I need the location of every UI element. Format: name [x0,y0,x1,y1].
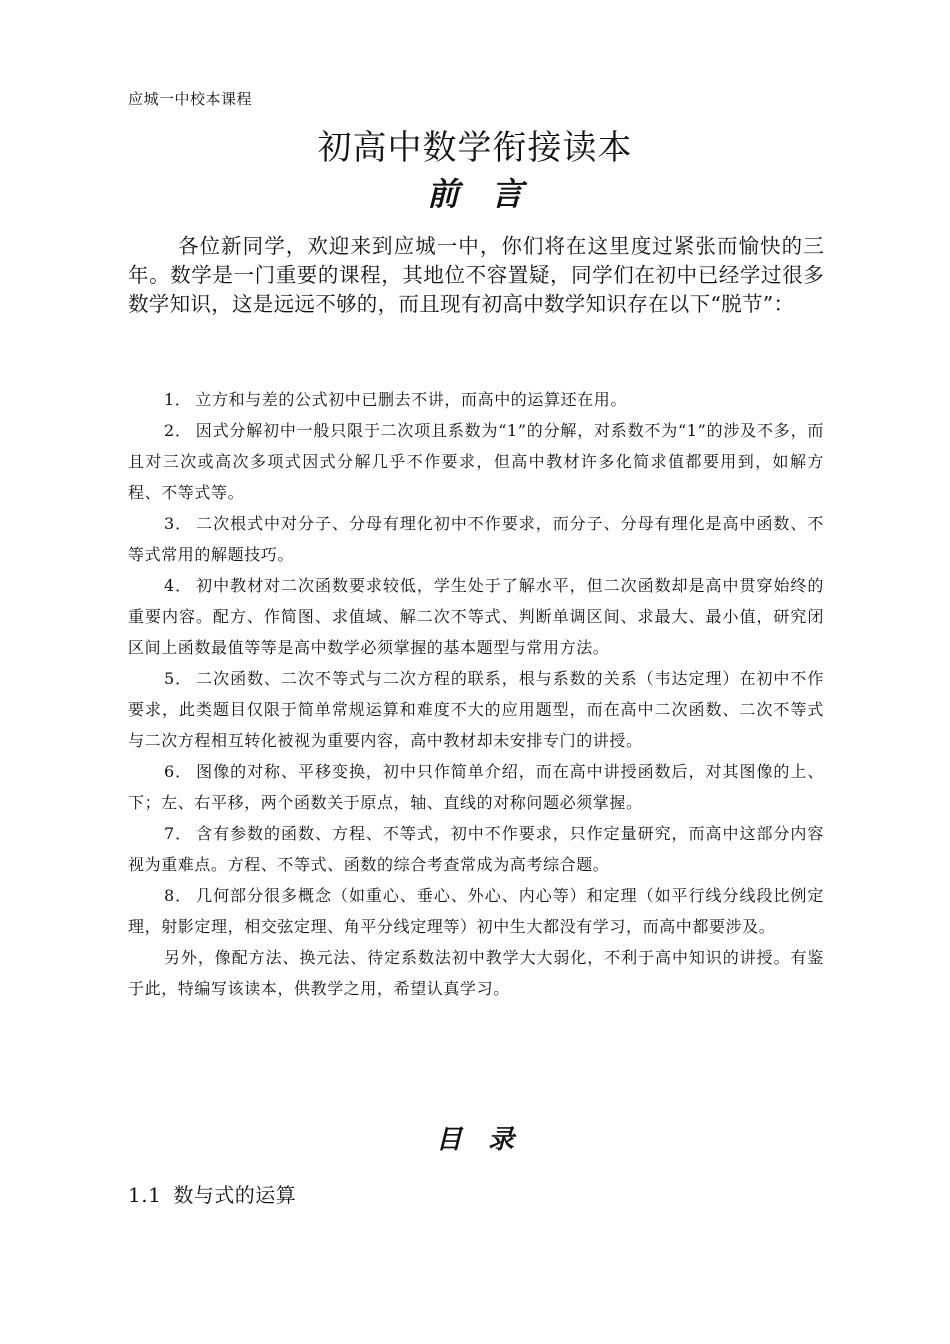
list-item-text: 几何部分很多概念（如重心、垂心、外心、内心等）和定理（如平行线分线段比例定理，射影定理，相交弦定理、角平分线定理等）初中生大都没有学习，而高中都要涉及。 [128,886,824,936]
closing-paragraph [128,942,824,1004]
gap-list [128,384,824,1004]
list-item-number: 1． [164,390,192,409]
list-item-text: 因式分解初中一般只限于二次项且系数为“1”的分解，对系数不为“1”的涉及不多，而且对三次或高次多项式因式分解几乎不作要求，但高中教材许多化简求值都要用到，如解方程、不等式等。 [128,421,824,502]
list-item-text: 二次根式中对分子、分母有理化初中不作要求，而分子、分母有理化是高中函数、不等式常用的解题技巧。 [128,514,824,564]
preface-heading: 前 言 [426,175,523,213]
list-item [128,880,824,942]
list-item-text: 初中教材对二次函数要求较低，学生处于了解水平，但二次函数却是高中贯穿始终的重要内容。配方、作简图、求值域、解二次不等式、判断单调区间、求最大、最小值，研究闭区间上函数最值等等是高中数学必须掌握的基本题型与常用方法。 [128,576,824,657]
list-item-text: 二次函数、二次不等式与二次方程的联系，根与系数的关系（韦达定理）在初中不作要求，此类题目仅限于简单常规运算和难度不大的应用题型，而在高中二次函数、二次不等式与二次方程相互转化被视为重要内容，高中教材却未安排专门的讲授。 [128,669,824,750]
document-title: 初高中数学衔接读本 [317,128,633,168]
intro-paragraph: 各位新同学，欢迎来到应城一中，你们将在这里度过紧张而愉快的三年。数学是一门重要的课程，其地位不容置疑，同学们在初中已经学过很多数学知识，这是远远不够的，而且现有初高中数学知识存在以下“脱节”： [128,234,824,316]
toc-entry[interactable] [128,1180,296,1210]
list-item-number: 8． [164,886,193,905]
list-item [128,508,824,570]
list-item [128,570,824,663]
toc-entry-title: 数与式的运算 [173,1183,297,1207]
list-item-number: 3． [164,514,193,533]
list-item-text: 含有参数的函数、方程、不等式，初中不作要求，只作定量研究，而高中这部分内容视为重难点。方程、不等式、函数的综合考查常成为高考综合题。 [128,824,824,874]
toc-entry-number: 1.1 [128,1183,162,1207]
list-item [128,415,824,508]
list-item-text: 立方和与差的公式初中已删去不讲，而高中的运算还在用。 [195,390,627,409]
list-item-number: 5． [164,669,193,688]
list-item-number: 2． [164,421,192,440]
list-item-number: 6． [164,762,193,781]
toc-heading: 目 录 [435,1125,514,1155]
list-item [128,756,824,818]
list-item-number: 7． [164,824,193,843]
list-item [128,384,824,415]
header-note: 应城一中校本课程 [128,90,253,108]
list-item-number: 4． [164,576,193,595]
list-item-text: 图像的对称、平移变换，初中只作简单介绍，而在高中讲授函数后，对其图像的上、下；左、右平移，两个函数关于原点，轴、直线的对称问题必须掌握。 [128,762,824,812]
list-item [128,818,824,880]
list-item [128,663,824,756]
closing-paragraph-text: 另外，像配方法、换元法、待定系数法初中教学大大弱化，不利于高中知识的讲授。有鉴于此，特编写该读本，供教学之用，希望认真学习。 [128,948,824,998]
